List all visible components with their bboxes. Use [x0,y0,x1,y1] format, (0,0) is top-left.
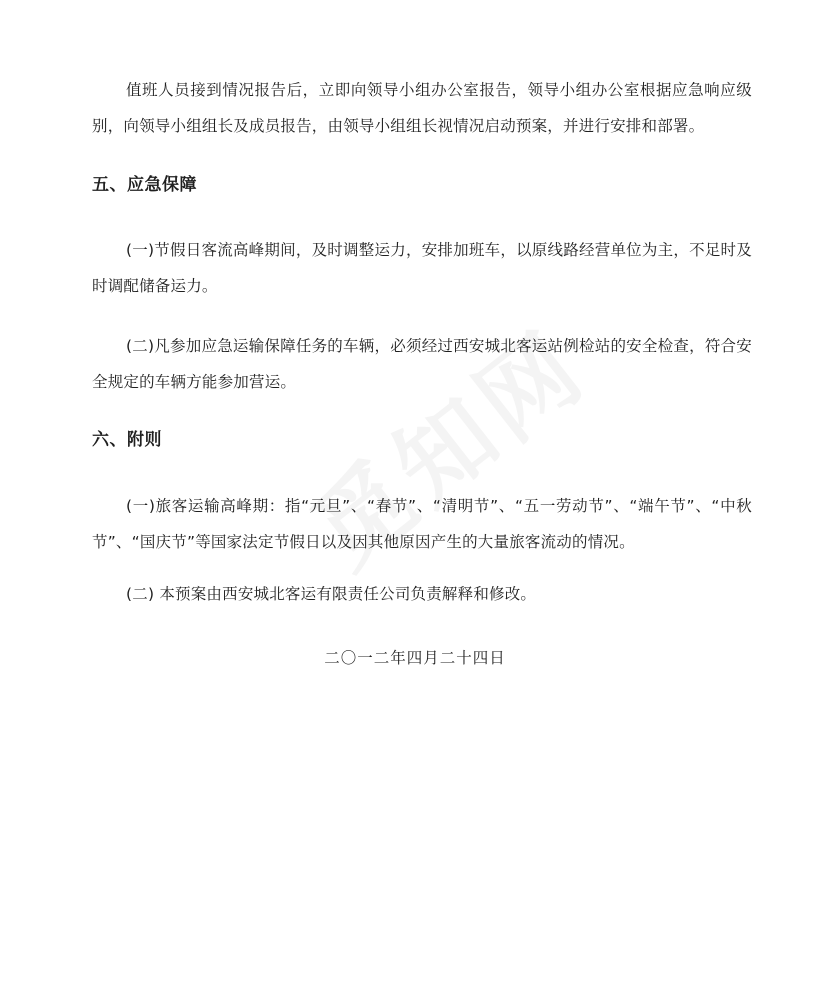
section-5-item-2: (二)凡参加应急运输保障任务的车辆，必须经过西安城北客运站例检站的安全检查，符合安全规定的车辆方能参加营运。 [92,337,752,391]
watermark [245,266,645,620]
section-6-heading: 六、附则 [92,430,162,450]
section-5-heading: 五、应急保障 [92,175,197,195]
section-6-item-1: (一)旅客运输高峰期：指“元旦”、“春节”、“清明节”、“五一劳动节”、“端午节”、“中秋节”、“国庆节”等国家法定节假日以及因其他原因产生的大量旅客流动的情况。 [92,497,752,551]
section-6-item-2: (二) 本预案由西安城北客运有限责任公司负责解释和修改。 [126,585,537,603]
paragraph-duty-report: 值班人员接到情况报告后，立即向领导小组办公室报告，领导小组办公室根据应急响应级别，向领导小组组长及成员报告，由领导小组组长视情况启动预案，并进行安排和部署。 [92,81,752,135]
section-5-item-1: (一)节假日客流高峰期间，及时调整运力，安排加班车，以原线路经营单位为主，不足时及时调配储备运力。 [92,241,752,295]
document-date: 二〇一二年四月二十四日 [324,649,506,667]
